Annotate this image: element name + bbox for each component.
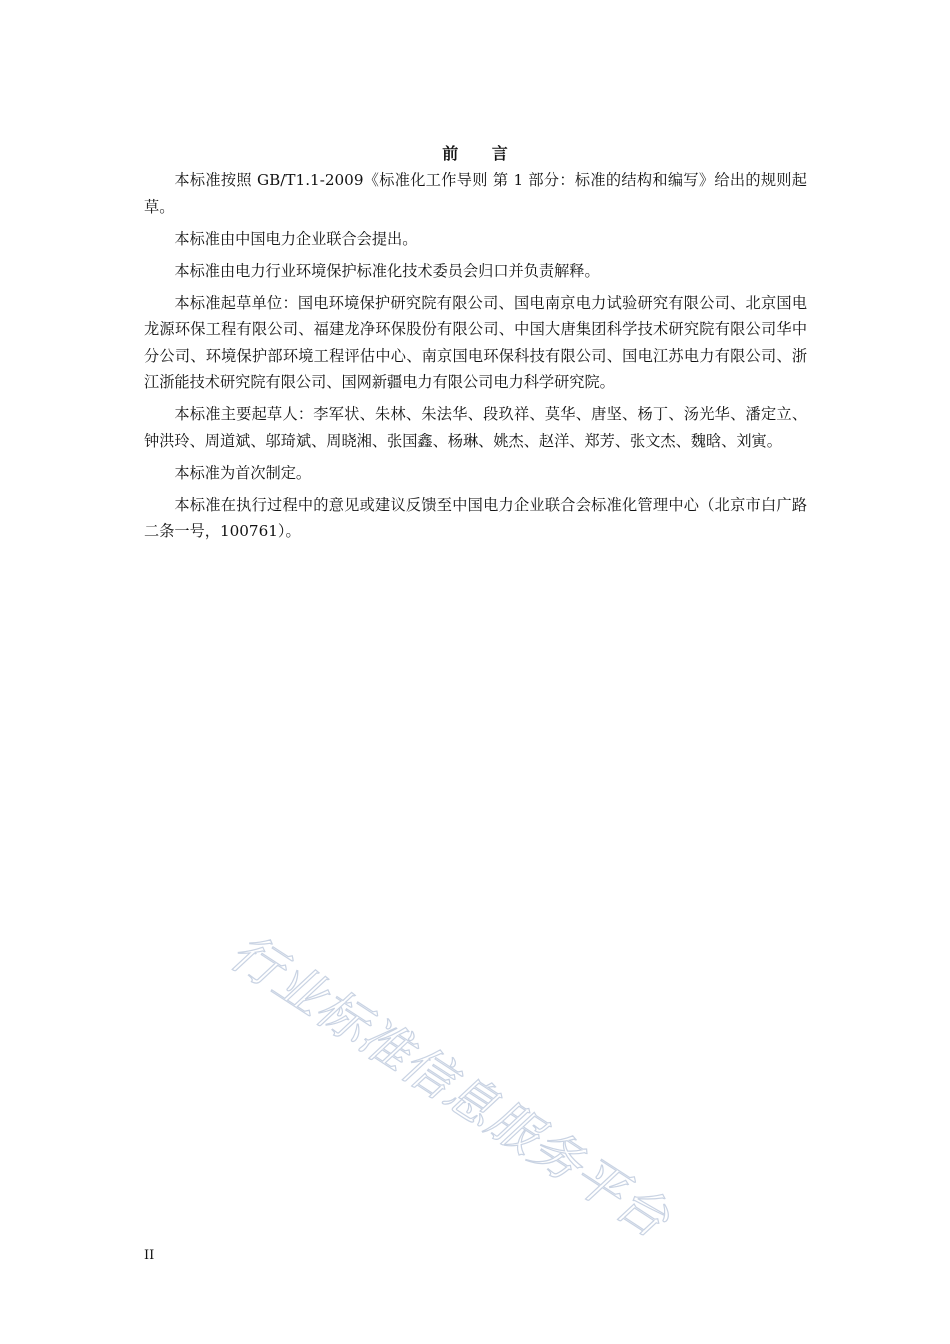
paragraph-feedback-contact: 本标准在执行过程中的意见或建议反馈至中国电力企业联合会标准化管理中心（北京市白广路二条一号，100761）。 (144, 495, 807, 540)
paragraph-first-edition: 本标准为首次制定。 (174, 463, 312, 482)
paragraph-responsible-committee: 本标准由电力行业环境保护标准化技术委员会归口并负责解释。 (174, 261, 600, 280)
paragraph-main-drafters: 本标准主要起草人：李军状、朱林、朱法华、段玖祥、莫华、唐坚、杨丁、汤光华、潘定立、钟洪玲、周道斌、邬琦斌、周晓湘、张国鑫、杨琳、姚杰、赵洋、郑芳、张文杰、魏晗、刘寅。 (144, 405, 807, 450)
foreword-body (144, 167, 807, 545)
paragraph-drafting-rules: 本标准按照 GB/T1.1-2009《标准化工作导则 第 1 部分：标准的结构和编写》给出的规则起草。 (144, 171, 807, 216)
watermark: 行业标准信息服务平台 (220, 922, 680, 1250)
paragraph-proposer: 本标准由中国电力企业联合会提出。 (174, 229, 418, 248)
page-number: II (144, 1248, 155, 1263)
paragraph-drafting-units: 本标准起草单位：国电环境保护研究院有限公司、国电南京电力试验研究有限公司、北京国电龙源环保工程有限公司、福建龙净环保股份有限公司、中国大唐集团科学技术研究院有限公司华中分公司、环境保护部环境工程评估中心、南京国电环保科技有限公司、国电江苏电力有限公司、浙江浙能技术研究院有限公司、国网新疆电力有限公司电力科学研究院。 (144, 293, 807, 391)
page-title: 前 言 (442, 144, 522, 163)
